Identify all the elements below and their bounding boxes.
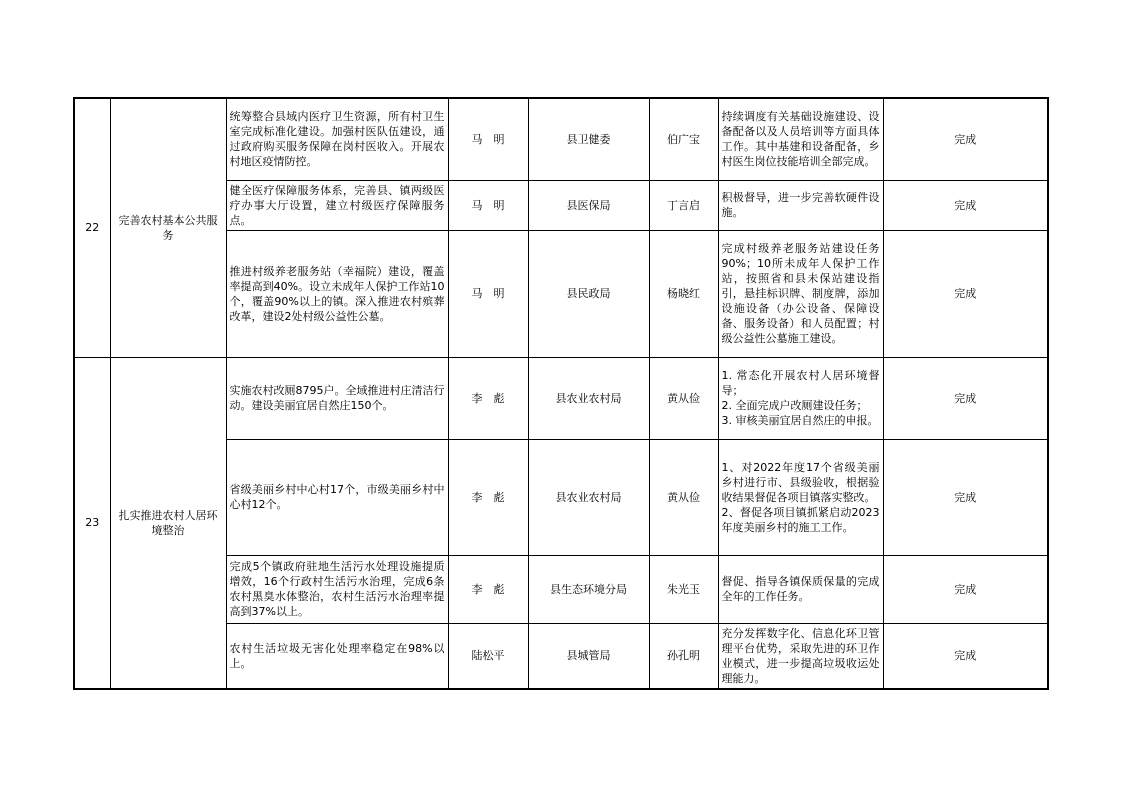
responsible-person: 丁言启: [649, 180, 718, 230]
progress-text: 完成村级养老服务站建设任务90%；10所未成年人保护工作站，按照省和县未保站建设指引，悬挂标识牌、制度牌，添加设施设备（办公设备、保障设备、服务设备）和人员配置；村级公益性公墓施工建设。: [718, 230, 883, 357]
task-content: 实施农村改厕8795户。全域推进村庄清洁行动。建设美丽宜居自然庄150个。: [226, 357, 448, 439]
responsible-person: 黄从俭: [649, 357, 718, 439]
responsible-unit: 县民政局: [528, 230, 649, 357]
responsible-leader: 李 彪: [448, 555, 528, 623]
responsible-person: 杨晓红: [649, 230, 718, 357]
completion-status: 完成: [883, 439, 1048, 555]
responsible-unit: 县农业农村局: [528, 357, 649, 439]
task-content: 健全医疗保障服务体系，完善县、镇两级医疗办事大厅设置，建立村级医疗保障服务点。: [226, 180, 448, 230]
task-name: 完善农村基本公共服务: [110, 98, 226, 357]
task-content: 完成5个镇政府驻地生活污水处理设施提质增效，16个行政村生活污水治理，完成6条农村黑臭水体整治，农村生活污水治理率提高到37%以上。: [226, 555, 448, 623]
responsible-leader: 马 明: [448, 230, 528, 357]
responsible-leader: 陆松平: [448, 623, 528, 689]
task-content: 统筹整合县域内医疗卫生资源，所有村卫生室完成标准化建设。加强村医队伍建设，通过政府购买服务保障在岗村医收入。开展农村地区疫情防控。: [226, 98, 448, 180]
responsible-person: 伯广宝: [649, 98, 718, 180]
completion-status: 完成: [883, 98, 1048, 180]
progress-text: 持续调度有关基础设施建设、设备配备以及人员培训等方面具体工作。其中基建和设备配备，乡村医生岗位技能培训全部完成。: [718, 98, 883, 180]
task-content: 省级美丽乡村中心村17个，市级美丽乡村中心村12个。: [226, 439, 448, 555]
progress-text: 充分发挥数字化、信息化环卫管理平台优势，采取先进的环卫作业模式，进一步提高垃圾收运处理能力。: [718, 623, 883, 689]
completion-status: 完成: [883, 180, 1048, 230]
responsible-unit: 县医保局: [528, 180, 649, 230]
item-number: 23: [74, 357, 110, 689]
completion-status: 完成: [883, 357, 1048, 439]
progress-text: 督促、指导各镇保质保量的完成全年的工作任务。: [718, 555, 883, 623]
responsible-leader: 马 明: [448, 180, 528, 230]
responsible-person: 孙孔明: [649, 623, 718, 689]
table-row: [74, 357, 1048, 439]
completion-status: 完成: [883, 230, 1048, 357]
task-content: 推进村级养老服务站（幸福院）建设，覆盖率提高到40%。设立未成年人保护工作站10个，覆盖90%以上的镇。深入推进农村殡葬改革，建设2处村级公益性公墓。: [226, 230, 448, 357]
responsible-leader: 马 明: [448, 98, 528, 180]
task-table: [73, 97, 1049, 690]
progress-text: 积极督导，进一步完善软硬件设施。: [718, 180, 883, 230]
progress-text: 1、对2022年度17个省级美丽乡村进行市、县级验收，根据验收结果督促各项目镇落实整改。 2、督促各项目镇抓紧启动2023年度美丽乡村的施工工作。: [718, 439, 883, 555]
responsible-leader: 李 彪: [448, 439, 528, 555]
progress-text: 1. 常态化开展农村人居环境督导； 2. 全面完成户改厕建设任务； 3. 审核美丽宜居自然庄的申报。: [718, 357, 883, 439]
responsible-leader: 李 彪: [448, 357, 528, 439]
responsible-unit: 县农业农村局: [528, 439, 649, 555]
completion-status: 完成: [883, 555, 1048, 623]
table-row: [74, 98, 1048, 180]
task-content: 农村生活垃圾无害化处理率稳定在98%以上。: [226, 623, 448, 689]
responsible-unit: 县城管局: [528, 623, 649, 689]
responsible-person: 朱光玉: [649, 555, 718, 623]
task-name: 扎实推进农村人居环境整治: [110, 357, 226, 689]
responsible-person: 黄从俭: [649, 439, 718, 555]
item-number: 22: [74, 98, 110, 357]
responsible-unit: 县卫健委: [528, 98, 649, 180]
completion-status: 完成: [883, 623, 1048, 689]
responsible-unit: 县生态环境分局: [528, 555, 649, 623]
